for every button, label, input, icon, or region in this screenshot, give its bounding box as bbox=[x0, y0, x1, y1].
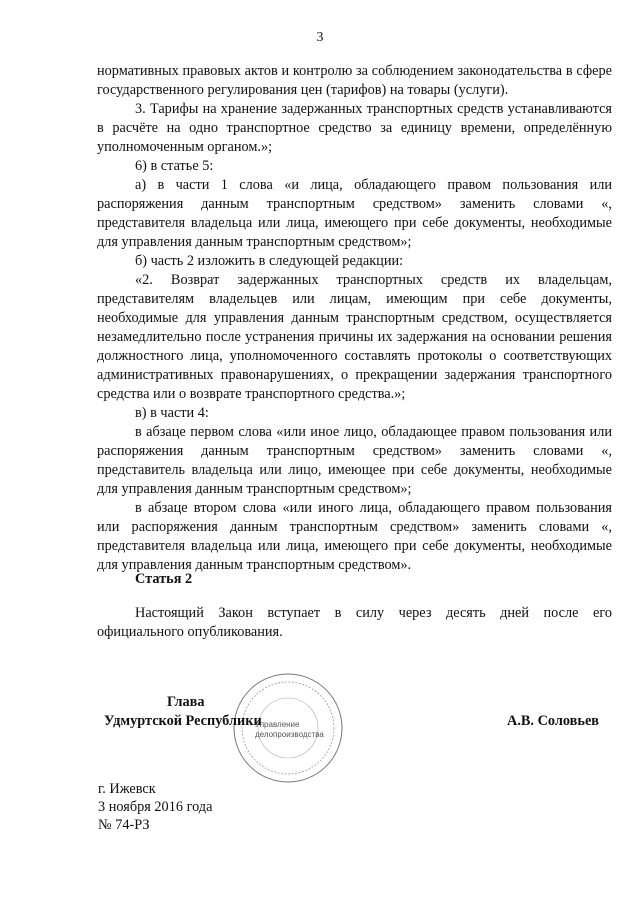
page-number: 3 bbox=[316, 30, 324, 45]
signatory-name: А.В. Соловьев bbox=[507, 713, 600, 729]
effective-date-paragraph bbox=[97, 604, 612, 642]
place: г. Ижевск bbox=[98, 781, 156, 797]
paragraph: 3. Тарифы на хранение задержанных транспортных средств устанавливаются в расчёте на одно транспортное средство за единицу времени, определённую уполномоченным органом.»; bbox=[97, 101, 612, 155]
paragraph: нормативных правовых актов и контролю за соблюдением законодательства в сфере государственного регулирования цен (тарифов) на товары (услуги). bbox=[97, 63, 612, 98]
paragraph: в) в части 4: bbox=[135, 405, 209, 421]
signatory-title-2: Удмуртской Республики bbox=[104, 713, 262, 729]
paragraph: а) в части 1 слова «и лица, обладающего правом пользования или распоряжения данным транспортным средством» заменить словами «, представителя владельца или лица, имеющего при себе документы, необходимые для управления данным транспортным средством»; bbox=[97, 177, 612, 250]
place-date-block bbox=[98, 780, 212, 834]
date: 3 ноября 2016 года bbox=[98, 799, 213, 815]
paragraph: б) часть 2 изложить в следующей редакции: bbox=[135, 253, 404, 269]
signatory-title-1: Глава bbox=[167, 694, 205, 710]
article-heading: Статья 2 bbox=[135, 571, 193, 587]
stamp-line-2: делопроизводства bbox=[255, 730, 324, 739]
paragraph: в абзаце втором слова «или иного лица, обладающего правом пользования или распоряжения данным транспортным средством» заменить словами «, представителя владельца или лица, имеющего при себе документы, необходимые для управления данным транспортным средством». bbox=[97, 500, 612, 573]
law-number: № 74-РЗ bbox=[98, 817, 150, 833]
effect-line-2: официального опубликования. bbox=[97, 624, 283, 640]
paragraph: 6) в статье 5: bbox=[135, 158, 214, 174]
paragraph: в абзаце первом слова «или иное лицо, обладающее правом пользования или распоряжения данным транспортным средством» заменить словами «, представитель владельца или лицо, имеющее при себе документы, необходимые для управления данным транспортным средством»; bbox=[97, 424, 612, 497]
law-text bbox=[97, 62, 612, 575]
paragraph: «2. Возврат задержанных транспортных средств их владельцам, представителям владельцев или лицам, имеющим при себе документы, необходимые для управления данным транспортным средством, осуществляется незамедлительно после устранения причины их задержания на основании решения должностного лица, уполномоченного составлять протоколы о соответствующих административных правонарушениях, о прекращении задержания транспортного средства или о возврате транспортного средства.»; bbox=[97, 272, 612, 402]
stamp-line-1: Управление bbox=[255, 720, 300, 729]
effect-line-1: Настоящий Закон вступает в силу через десять дней после его bbox=[135, 605, 612, 621]
stamp-text bbox=[255, 720, 324, 740]
